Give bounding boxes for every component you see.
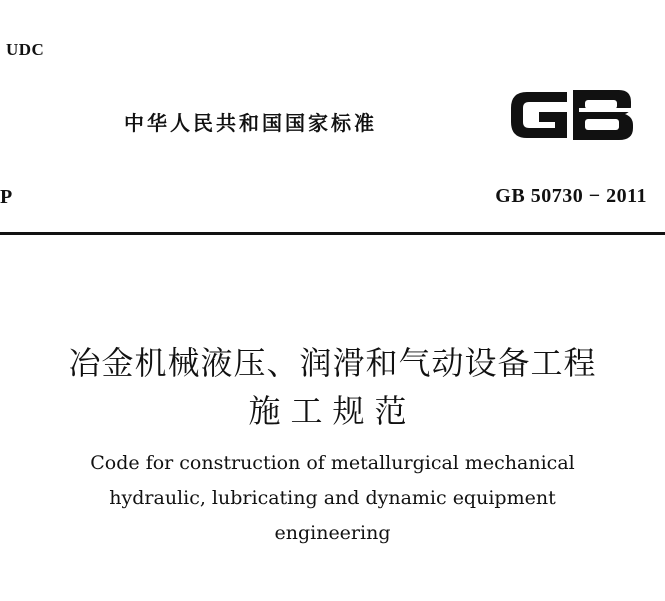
classification-code: P [0, 186, 13, 208]
chinese-title-line-2: 施工规范 [248, 392, 417, 430]
english-title-line-1: Code for construction of metallurgical mechanical [90, 452, 575, 474]
chinese-title-line-1: 冶金机械液压、润滑和气动设备工程 [68, 344, 597, 382]
gb-logo [505, 82, 637, 146]
english-title-line-3: engineering [274, 522, 391, 544]
udc-label: UDC [6, 40, 45, 59]
standard-number: GB 50730 − 2011 [495, 185, 647, 207]
english-title-line-2: hydraulic, lubricating and dynamic equipment [109, 487, 556, 509]
gb-logo-icon [505, 82, 637, 146]
header-divider [0, 232, 665, 235]
national-standard-label: 中华人民共和国国家标准 [124, 111, 377, 135]
